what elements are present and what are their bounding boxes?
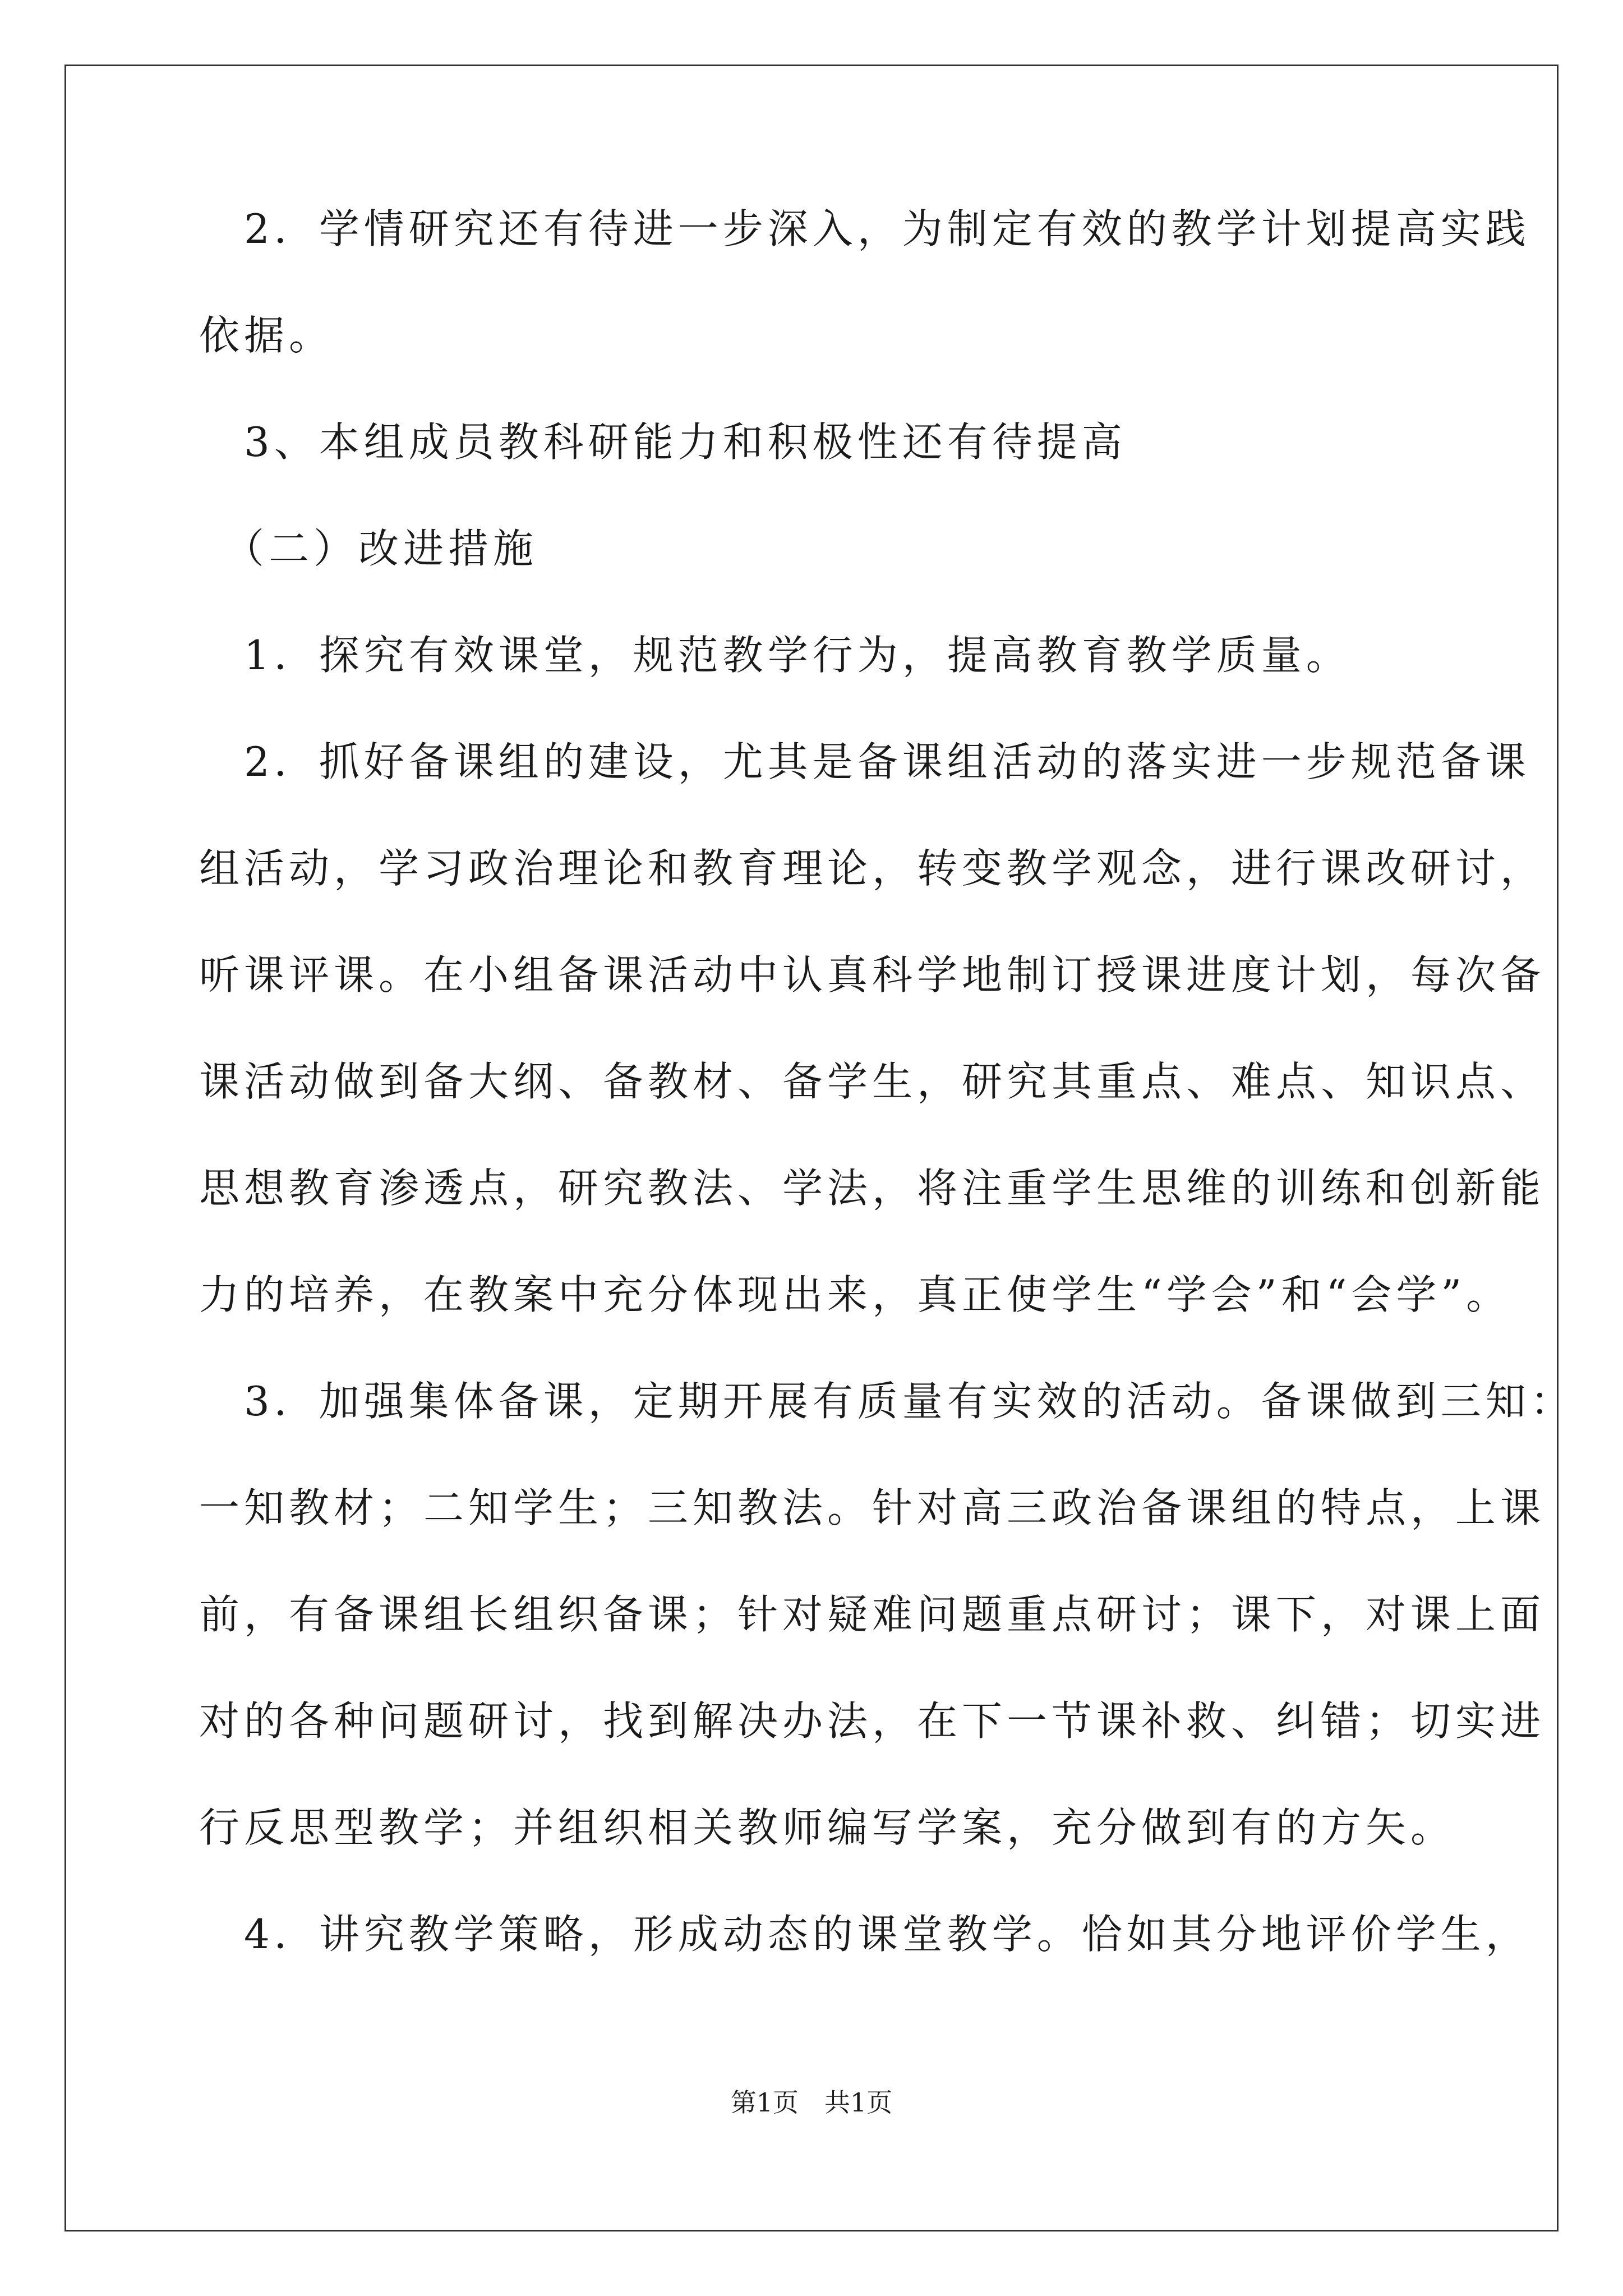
text-line: 力的培养，在教案中充分体现出来，真正使学生“学会”和“会学”。: [199, 1271, 1511, 1318]
text-line: 依据。: [199, 312, 334, 359]
text-line: 3．加强集体备课，定期开展有质量有实效的活动。备课做到三知：: [199, 1378, 1575, 1425]
page-border: [64, 65, 1559, 2231]
text-line: 行反思型教学；并组织相关教师编写学案，充分做到有的方矢。: [199, 1804, 1456, 1851]
text-line: 听课评课。在小组备课活动中认真科学地制订授课进度计划，每次备: [199, 951, 1546, 999]
text-line: 一知教材；二知学生；三知教法。针对高三政治备课组的特点，上课: [199, 1484, 1546, 1531]
text-line: 组活动，学习政治理论和教育理论，转变教学观念，进行课改研讨，: [199, 845, 1546, 892]
text-line: 4．讲究教学策略，形成动态的课堂教学。恰如其分地评价学生，: [199, 1911, 1530, 1958]
text-line: 3、本组成员教科研能力和积极性还有待提高: [199, 418, 1127, 466]
text-line: 2．抓好备课组的建设，尤其是备课组活动的落实进一步规范备课: [199, 738, 1530, 785]
page-footer: 第1页 共1页: [730, 2087, 893, 2118]
section-heading: （二）改进措施: [199, 525, 538, 572]
text-line: 对的各种问题研讨，找到解决办法，在下一节课补救、纠错；切实进: [199, 1697, 1546, 1745]
text-line: 思想教育渗透点，研究教法、学法，将注重学生思维的训练和创新能: [199, 1165, 1546, 1212]
text-line: 前，有备课组长组织备课；针对疑难问题重点研讨；课下，对课上面: [199, 1591, 1546, 1638]
text-line: 课活动做到备大纲、备教材、备学生，研究其重点、难点、知识点、: [199, 1058, 1546, 1105]
text-line: 1．探究有效课堂，规范教学行为，提高教育教学质量。: [199, 632, 1351, 679]
text-line: 2．学情研究还有待进一步深入，为制定有效的教学计划提高实践: [199, 205, 1530, 252]
